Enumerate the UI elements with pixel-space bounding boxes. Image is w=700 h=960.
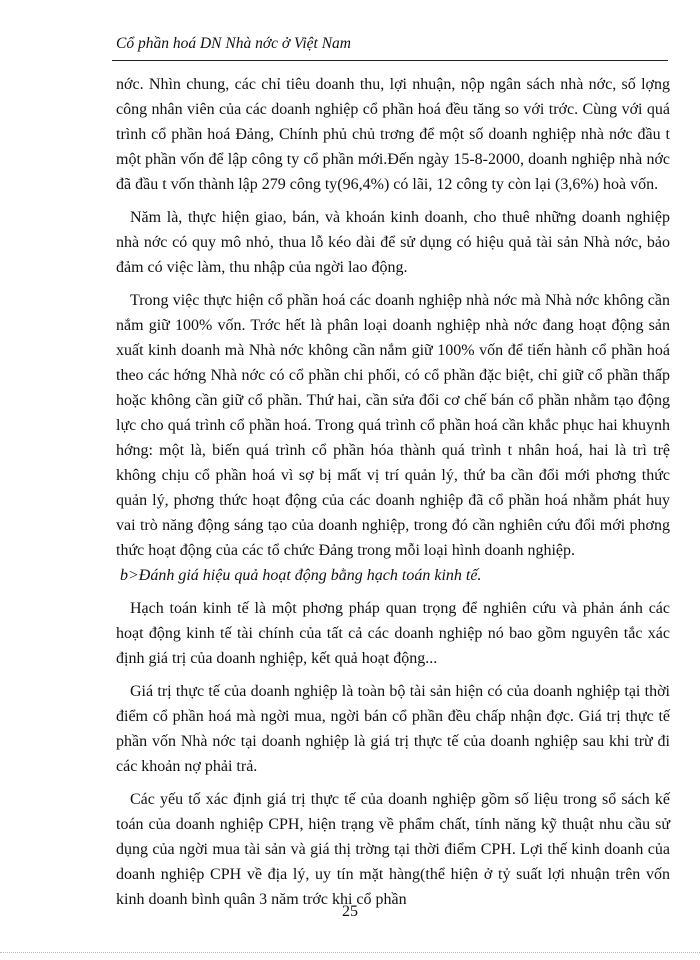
paragraph: Năm là, thực hiện giao, bán, và khoán kinh doanh, cho thuê những doanh nghiệp nhà nớc có quy mô nhỏ, thua lỗ kéo dài để sử dụng có hiệu quả tài sản Nhà nớc, bảo đảm có việc làm, thu nhập của ngời lao động. bbox=[116, 209, 670, 276]
paragraph: nớc. Nhìn chung, các chỉ tiêu doanh thu, lợi nhuận, nộp ngân sách nhà nớc, số lợng công nhân viên của các doanh nghiệp cổ phần hoá đều tăng so với trớc. Cùng với quá trình cổ phần hoá Đảng, Chính phủ chủ trơng để một số doanh nghiệp nhà nớc đầu t một phần vốn để lập công ty cổ phần mới.Đến ngày 15-8-2000, doanh nghiệp nhà nớc đã đầu t vốn thành lập 279 công ty(96,4%) có lãi, 12 công ty còn lại (3,6%) hoà vốn. bbox=[116, 76, 670, 193]
paragraph: Hạch toán kinh tế là một phơng pháp quan trọng để nghiên cứu và phản ánh các hoạt động kinh tế tài chính của tất cả các doanh nghiệp nó bao gồm nguyên tắc xác định giá trị của doanh nghiệp, kết quả hoạt động... bbox=[116, 600, 670, 667]
section-subheading: b>Đánh giá hiệu quả hoạt động bằng hạch toán kinh tế. bbox=[120, 567, 482, 584]
page-number: 25 bbox=[342, 903, 358, 920]
paragraph: Trong việc thực hiện cổ phần hoá các doanh nghiệp nhà nớc mà Nhà nớc không cần nắm giữ 100% vốn. Trớc hết là phân loại doanh nghiệp nhà nớc đang hoạt động sản xuất kinh doanh mà Nhà nớc không cần nắm giữ 100% vốn để tiến hành cổ phần hoá theo các hớng Nhà nớc có cổ phần chi phối, có cổ phần đặc biệt, chỉ giữ cổ phần thấp hoặc không cần giữ cổ phần. Thứ hai, cần sửa đổi cơ chế bán cổ phần nhằm tạo động lực cho quá trình cổ phần hoá. Trong quá trình cổ phần hoá cần khắc phục hai khuynh hớng: một là, biến quá trình cổ phần hóa thành quá trình t nhân hoá, hai là trì trệ không chịu cổ phần hoá vì sợ bị mất vị trí quản lý, thứ ba cần đổi mới phơng thức quản lý, phơng thức hoạt động của các doanh nghiệp đã cổ phần hoá nhằm phát huy vai trò năng động sáng tạo của doanh nghiệp, trong đó cần nghiên cứu đổi mới phơng thức hoạt động của các tổ chức Đảng trong mỗi loại hình doanh nghiệp. bbox=[116, 292, 670, 559]
page-bottom-border bbox=[0, 952, 700, 953]
header-rule bbox=[112, 60, 668, 61]
running-header: Cổ phần hoá DN Nhà nớc ở Việt Nam bbox=[116, 35, 351, 52]
paragraph: Các yếu tố xác định giá trị thực tế của doanh nghiệp gồm số liệu trong sổ sách kế toán của doanh nghiệp CPH, hiện trạng về phẩm chất, tính năng kỹ thuật nhu cầu sử dụng của ngời mua tài sản và giá thị trờng tại thời điểm CPH. Lợi thế kinh doanh của doanh nghiệp CPH về địa lý, uy tín mặt hàng(thể hiện ở tỷ suất lợi nhuận trên vốn kinh doanh bình quân 3 năm trớc khi cổ phần bbox=[116, 791, 670, 908]
body-text bbox=[116, 72, 670, 912]
paragraph: Giá trị thực tế của doanh nghiệp là toàn bộ tài sản hiện có của doanh nghiệp tại thời điểm cổ phần hoá mà ngời mua, ngời bán cổ phần đều chấp nhận đợc. Giá trị thực tế phần vốn Nhà nớc tại doanh nghiệp là giá trị thực tế của doanh nghiệp sau khi trừ đi các khoản nợ phải trả. bbox=[116, 683, 670, 775]
